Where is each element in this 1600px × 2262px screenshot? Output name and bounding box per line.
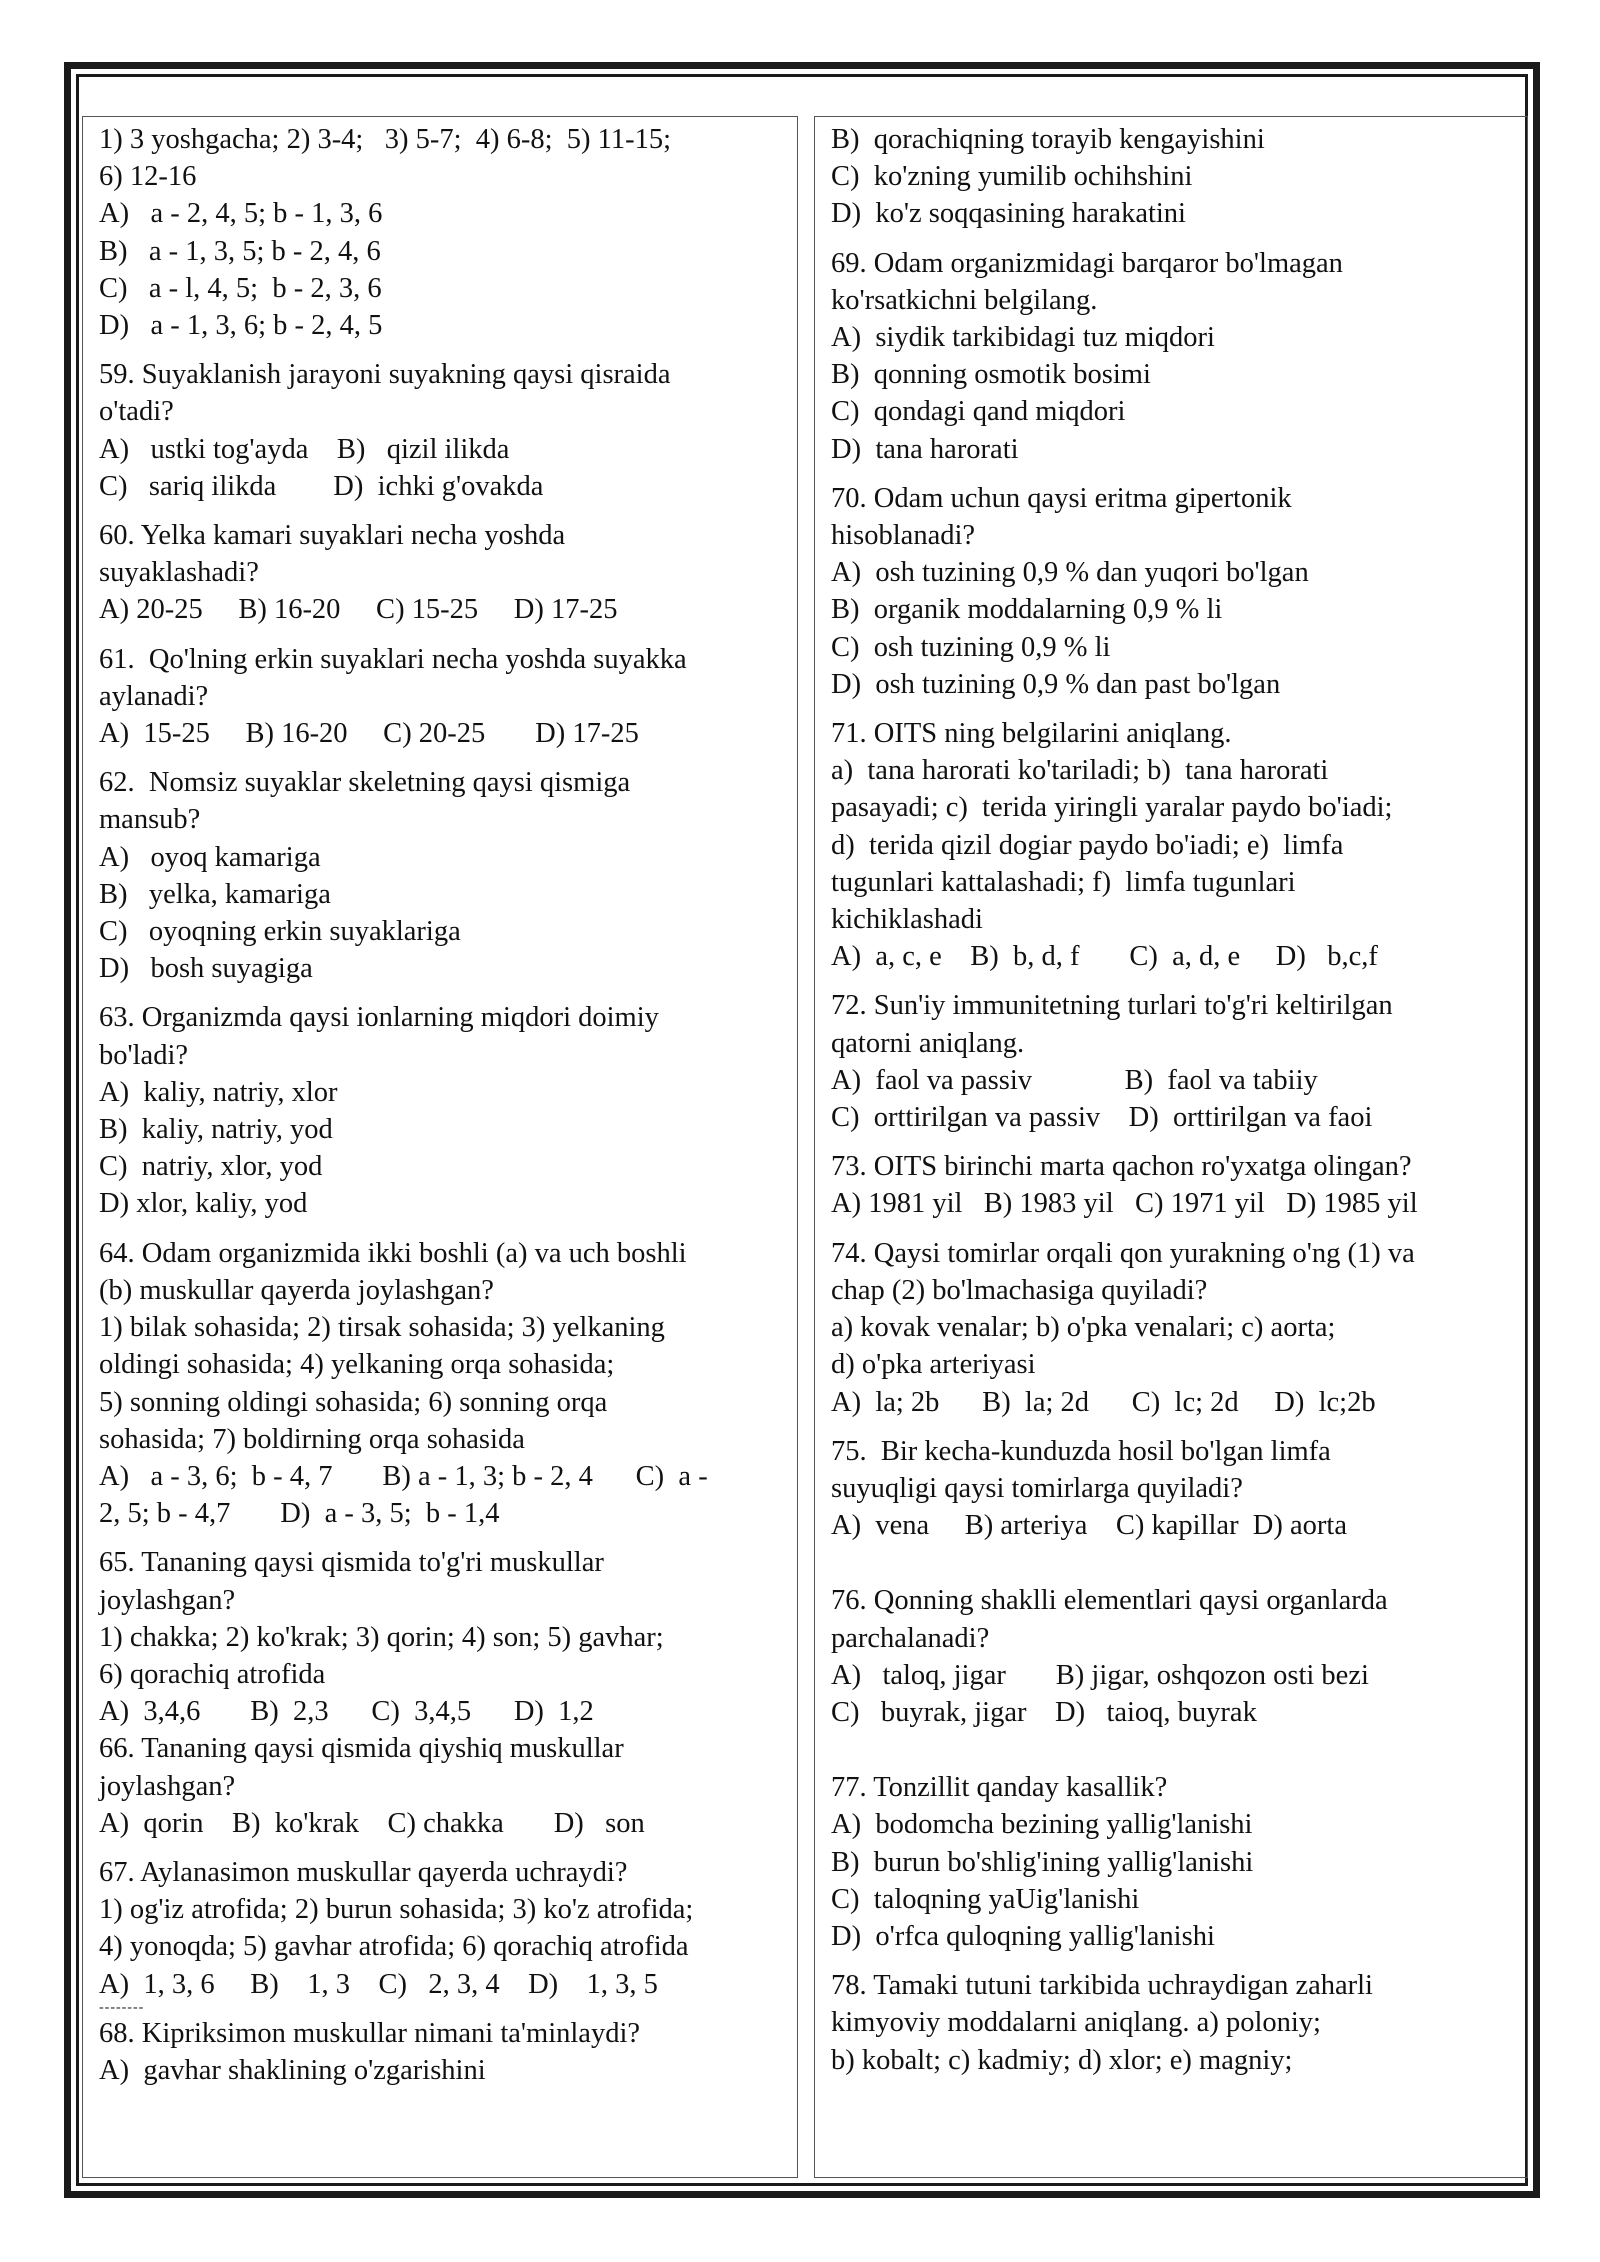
text-line: joylashgan? (99, 1584, 236, 1616)
text-line: d) terida qizil dogiar paydo bo'iadi; e) limfa (831, 829, 1344, 861)
text-line: 68. Kipriksimon muskullar nimani ta'minlaydi? (99, 2017, 641, 2049)
text-line: B) qorachiqning torayib kengayishini (831, 124, 1265, 155)
text-line: 76. Qonning shaklli elementlari qaysi organlarda (831, 1585, 1388, 1617)
text-line: qatorni aniqlang. (831, 1027, 1025, 1059)
text-line: 70. Odam uchun qaysi eritma gipertonik (831, 482, 1292, 514)
text-line: C) osh tuzining 0,9 % li (831, 631, 1111, 663)
text-line: 66. Tananing qaysi qismida qiyshiq muskullar (99, 1733, 624, 1765)
text-line: A) a - 2, 4, 5; b - 1, 3, 6 (99, 198, 383, 230)
text-line: C) buyrak, jigar D) taioq, buyrak (831, 1696, 1257, 1728)
text-line: 64. Odam organizmida ikki boshli (a) va uch boshli (99, 1237, 687, 1269)
text-line: a) kovak venalar; b) o'pka venalari; c) aorta; (831, 1312, 1336, 1344)
text-line: D) bosh suyagiga (99, 953, 313, 985)
text-line: A) 1981 yil B) 1983 yil C) 1971 yil D) 1985 yil (831, 1188, 1418, 1220)
text-line: sohasida; 7) boldirning orqa sohasida (99, 1423, 525, 1455)
text-line: B) a - 1, 3, 5; b - 2, 4, 6 (99, 235, 381, 267)
text-line: ko'rsatkichni belgilang. (831, 284, 1098, 316)
text-line: kimyoviy moddalarni aniqlang. a) poloniy; (831, 2007, 1321, 2039)
text-line: aylanadi? (99, 680, 209, 712)
text-line: C) oyoqning erkin suyaklariga (99, 916, 461, 948)
text-line: A) a - 3, 6; b - 4, 7 B) a - 1, 3; b - 2, 4 C) a - (99, 1460, 708, 1492)
text-line: B) qonning osmotik bosimi (831, 359, 1151, 391)
text-line: 71. OITS ning belgilarini aniqlang. (831, 718, 1232, 750)
text-line: 2, 5; b - 4,7 D) a - 3, 5; b - 1,4 (99, 1498, 500, 1530)
text-line: 77. Tonzillit qanday kasallik? (831, 1772, 1168, 1804)
text-line: C) sariq ilikda D) ichki g'ovakda (99, 470, 544, 502)
text-line: kichiklashadi (831, 904, 983, 936)
text-line: bo'ladi? (99, 1039, 189, 1071)
question-block (99, 356, 797, 505)
text-line: 69. Odam organizmidagi barqaror bo'lmagan (831, 247, 1343, 279)
text-line: 63. Organizmda qaysi ionlarning miqdori doimiy (99, 1002, 659, 1034)
text-line: A) bodomcha bezining yallig'lanishi (831, 1809, 1253, 1841)
text-line: A) osh tuzining 0,9 % dan yuqori bo'lgan (831, 557, 1309, 589)
question-block (99, 2015, 797, 2089)
text-line: A) ustki tog'ayda B) qizil ilikda (99, 433, 510, 465)
text-line: 74. Qaysi tomirlar orqali qon yurakning o'ng (1) va (831, 1237, 1415, 1269)
text-line: A) faol va passiv B) faol va tabiiy (831, 1064, 1318, 1096)
text-line: 60. Yelka kamari suyaklari necha yoshda (99, 520, 566, 552)
question-block (831, 1148, 1527, 1222)
question-block (99, 999, 797, 1222)
question-block (99, 1235, 797, 1533)
text-line: A) 15-25 B) 16-20 C) 20-25 D) 17-25 (99, 718, 639, 750)
text-line: 4) yonoqda; 5) gavhar atrofida; 6) qorachiq atrofida (99, 1931, 689, 1963)
text-line: 78. Tamaki tutuni tarkibida uchraydigan zaharli (831, 1970, 1373, 2002)
right-column (814, 116, 1528, 2178)
text-line: tugunlari kattalashadi; f) limfa tugunlari (831, 866, 1296, 898)
question-block (831, 121, 1527, 233)
text-line: A) 3,4,6 B) 2,3 C) 3,4,5 D) 1,2 (99, 1696, 594, 1728)
question-block (831, 1433, 1527, 1545)
text-line: mansub? (99, 804, 201, 836)
text-line: D) o'rfca quloqning yallig'lanishi (831, 1920, 1215, 1952)
text-line: 1) chakka; 2) ko'krak; 3) qorin; 4) son; 5) gavhar; (99, 1621, 664, 1653)
text-line: A) la; 2b B) la; 2d C) lc; 2d D) lc;2b (831, 1386, 1376, 1418)
text-line: B) burun bo'shlig'ining yallig'lanishi (831, 1846, 1254, 1878)
text-line: 5) sonning oldingi sohasida; 6) sonning orqa (99, 1386, 608, 1418)
question-block (99, 1544, 797, 1730)
text-line: oldingi sohasida; 4) yelkaning orqa sohasida; (99, 1349, 615, 1381)
question-block (831, 1235, 1527, 1421)
text-line: a) tana harorati ko'tariladi; b) tana harorati (831, 755, 1329, 787)
question-block (99, 517, 797, 629)
question-block (831, 1967, 1527, 2079)
question-block (831, 245, 1527, 468)
question-block (99, 1854, 797, 2003)
text-line: 6) 12-16 (99, 161, 197, 193)
text-line: D) osh tuzining 0,9 % dan past bo'lgan (831, 668, 1281, 700)
text-line: A) a, c, e B) b, d, f C) a, d, e D) b,c,f (831, 941, 1378, 973)
text-line: pasayadi; c) terida yiringli yaralar paydo bo'iadi; (831, 792, 1393, 824)
separator-dashes: -------- (99, 1999, 145, 2015)
text-line: A) 1, 3, 6 B) 1, 3 C) 2, 3, 4 D) 1, 3, 5 (99, 1968, 658, 2000)
text-line: A) taloq, jigar B) jigar, oshqozon osti bezi (831, 1659, 1369, 1691)
text-line: D) xlor, kaliy, yod (99, 1188, 308, 1220)
text-line: A) kaliy, natriy, xlor (99, 1076, 338, 1108)
question-block (831, 480, 1527, 703)
text-line: D) ko'z soqqasining harakatini (831, 198, 1186, 230)
text-line: C) a - l, 4, 5; b - 2, 3, 6 (99, 272, 382, 304)
text-line: 62. Nomsiz suyaklar skeletning qaysi qismiga (99, 767, 631, 799)
text-line: suyuqligi qaysi tomirlarga quyiladi? (831, 1472, 1243, 1504)
text-line: joylashgan? (99, 1770, 236, 1802)
text-line: d) o'pka arteriyasi (831, 1349, 1036, 1381)
text-line: D) a - 1, 3, 6; b - 2, 4, 5 (99, 310, 383, 342)
text-line: A) oyoq kamariga (99, 841, 321, 873)
text-line: 59. Suyaklanish jarayoni suyakning qaysi qisraida (99, 359, 671, 391)
question-block (99, 121, 797, 344)
text-line: 1) og'iz atrofida; 2) burun sohasida; 3) ko'z atrofida; (99, 1894, 694, 1926)
text-line: A) 20-25 B) 16-20 C) 15-25 D) 17-25 (99, 594, 618, 626)
text-line: 1) bilak sohasida; 2) tirsak sohasida; 3) yelkaning (99, 1312, 665, 1344)
question-block (99, 641, 797, 753)
text-line: C) taloqning yaUig'lanishi (831, 1883, 1140, 1915)
question-block (99, 764, 797, 987)
text-line: C) orttirilgan va passiv D) orttirilgan va faoi (831, 1102, 1373, 1134)
text-line: C) qondagi qand miqdori (831, 396, 1126, 428)
text-line: (b) muskullar qayerda joylashgan? (99, 1274, 494, 1306)
text-line: b) kobalt; c) kadmiy; d) xlor; e) magniy; (831, 2044, 1293, 2076)
text-line: 73. OITS birinchi marta qachon ro'yxatga olingan? (831, 1151, 1412, 1183)
question-block (831, 715, 1527, 975)
text-line: A) vena B) arteriya C) kapillar D) aorta (831, 1510, 1347, 1542)
question-block (831, 987, 1527, 1136)
question-block (99, 1730, 797, 1842)
text-line: 65. Tananing qaysi qismida to'g'ri muskullar (99, 1547, 604, 1579)
text-line: parchalanadi? (831, 1622, 990, 1654)
left-column (82, 116, 798, 2178)
text-line: 1) 3 yoshgacha; 2) 3-4; 3) 5-7; 4) 6-8; 5) 11-15; (99, 124, 671, 155)
text-line: chap (2) bo'lmachasiga quyiladi? (831, 1274, 1208, 1306)
text-line: C) natriy, xlor, yod (99, 1151, 323, 1183)
text-line: C) ko'zning yumilib ochihshini (831, 161, 1193, 193)
text-line: 61. Qo'lning erkin suyaklari necha yoshda suyakka (99, 643, 687, 675)
text-line: 67. Aylanasimon muskullar qayerda uchraydi? (99, 1856, 628, 1888)
text-line: A) qorin B) ko'krak C) chakka D) son (99, 1807, 645, 1839)
text-line: A) gavhar shaklining o'zgarishini (99, 2054, 486, 2086)
text-line: hisoblanadi? (831, 520, 976, 552)
text-line: suyaklashadi? (99, 557, 259, 589)
question-block (831, 1582, 1527, 1731)
text-line: 72. Sun'iy immunitetning turlari to'g'ri keltirilgan (831, 990, 1393, 1022)
text-line: D) tana harorati (831, 433, 1019, 465)
text-line: 75. Bir kecha-kunduzda hosil bo'lgan limfa (831, 1435, 1331, 1467)
text-line: B) kaliy, natriy, yod (99, 1114, 333, 1146)
text-line: B) organik moddalarning 0,9 % li (831, 594, 1223, 626)
text-line: B) yelka, kamariga (99, 878, 331, 910)
text-line: o'tadi? (99, 396, 174, 428)
text-line: A) siydik tarkibidagi tuz miqdori (831, 322, 1215, 354)
text-line: 6) qorachiq atrofida (99, 1658, 326, 1690)
question-block (831, 1769, 1527, 1955)
